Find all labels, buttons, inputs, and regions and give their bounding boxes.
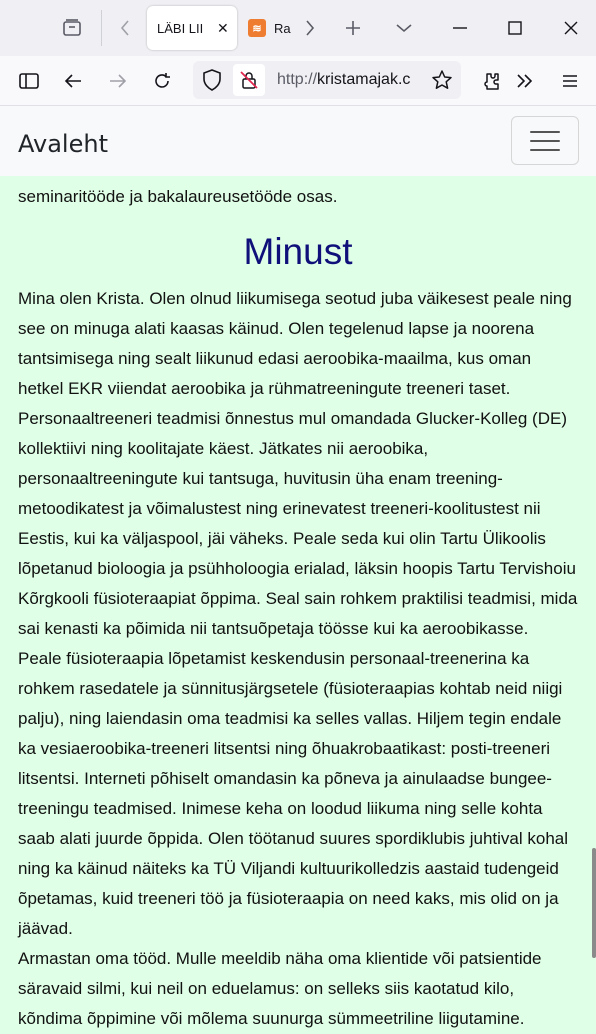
insecure-lock-icon[interactable] bbox=[233, 64, 265, 96]
tab-strip bbox=[0, 0, 596, 56]
reload-icon[interactable] bbox=[150, 69, 174, 93]
back-icon[interactable] bbox=[61, 69, 85, 93]
tab-active[interactable] bbox=[147, 6, 237, 50]
close-tab-icon[interactable]: ✕ bbox=[217, 19, 229, 36]
tab-second[interactable] bbox=[248, 6, 294, 50]
url-host: kristamajak.c bbox=[317, 71, 411, 88]
maximize-icon[interactable] bbox=[503, 16, 527, 40]
close-window-icon[interactable] bbox=[559, 16, 583, 40]
scroll-tabs-right-icon[interactable] bbox=[298, 16, 322, 40]
address-bar[interactable] bbox=[193, 61, 461, 99]
minimize-icon[interactable] bbox=[448, 16, 472, 40]
forward-icon[interactable] bbox=[106, 69, 130, 93]
url-scheme: http:// bbox=[277, 71, 318, 88]
page-scrollbar[interactable] bbox=[592, 848, 596, 958]
tab-overview-icon[interactable] bbox=[60, 16, 84, 40]
intro-text: seminaritööde ja bakalaureusetööde osas. bbox=[18, 187, 338, 206]
list-tabs-icon[interactable] bbox=[392, 16, 416, 40]
overflow-menu-icon[interactable] bbox=[513, 69, 537, 93]
app-menu-icon[interactable] bbox=[558, 69, 582, 93]
navigation-toolbar bbox=[0, 56, 596, 106]
paragraph: Mina olen Krista. Olen olnud liikumisega seotud juba väikesest peale ning see on minuga alati kaasas käinud. Olen tegelenud lapse ja noorena tantsimisega ning sealt liikunud edasi aeroobika-maailma, kus oman hetkel EKR viiendat aeroobika ja rühmatreeningute treeneri taset. Personaaltreeneri teadmisi õnnestus mul omandada Glucker-Kolleg (DE) kollektiivi ning koolitajate käest. Jätkates nii aeroobika, personaaltreeningute kui tantsuga, huvitusin üha enam treening-metoodikatest ja võimalustest ning erinevatest treeneri-koolitustest nii Eestis, kui ka väljaspool, jäi väheks. Peale seda kui olin Tartu Ülikoolis lõpetanud bioloogia ja psühholoogia erialad, läksin hoopis Tartu Tervishoiu Kõrgkooli füsioteraapiat õppima. Seal sain rohkem praktilisi teadmisi, mida sai kenasti ka põimida nii tantsuõpetaja töösse kui ka aeroobikasse. bbox=[18, 289, 578, 638]
new-tab-icon[interactable] bbox=[341, 16, 365, 40]
section-title: Minust bbox=[243, 231, 353, 272]
tab-favicon-icon: ≋ bbox=[248, 19, 266, 37]
tracking-protection-icon[interactable] bbox=[202, 69, 222, 96]
hamburger-icon bbox=[530, 149, 560, 151]
url-text bbox=[277, 71, 410, 89]
hamburger-icon bbox=[530, 140, 560, 142]
site-navbar bbox=[0, 106, 596, 176]
tab-title: LÄBI LII bbox=[157, 20, 204, 36]
hamburger-icon bbox=[530, 131, 560, 133]
sidebar-icon[interactable] bbox=[17, 69, 41, 93]
scroll-tabs-left-icon[interactable] bbox=[113, 16, 137, 40]
tab-divider bbox=[101, 10, 102, 46]
main-content bbox=[18, 176, 578, 1034]
tab-title: Ra bbox=[274, 20, 291, 36]
bookmark-star-icon[interactable] bbox=[431, 69, 453, 96]
brand-link[interactable]: Avaleht bbox=[18, 130, 108, 158]
paragraph: Armastan oma tööd. Mulle meeldib näha oma klientide või patsientide säravaid silmi, kui neil on eduelamus: on selleks siis kaotatud kilo, kõndima õppimine või mõlema suunurga sümmeetriline liigutamine. bbox=[18, 949, 542, 1028]
extensions-icon[interactable] bbox=[479, 69, 503, 93]
navbar-toggler-button[interactable] bbox=[511, 116, 579, 165]
paragraph: Peale füsioteraapia lõpetamist keskendusin personaal-treenerina ka rohkem rasedatele ja sünnitusjärgsetele (füsioteraapias kohtab neid niigi palju), ning laiendasin oma teadmisi ka selles vallas. Hiljem tegin endale ka vesiaeroobika-treeneri litsentsi ning õhuakrobaatikast: posti-treeneri litsentsi. Interneti põhiselt omandasin ka põneva ja ainulaadse bungee-treeningu teadmised. Inimese keha on loodud liikuma ning selle kohta saab alati juurde õppida. Olen töötanud suures spordiklubis juhtival kohal ning ka käinud näiteks ka TÜ Viljandi kultuurikolledzis aastaid tudengeid õpetamas, kuid treeneri töö ja füsioteraapia on need kaks, mis olid on ja jäävad. bbox=[18, 649, 569, 938]
